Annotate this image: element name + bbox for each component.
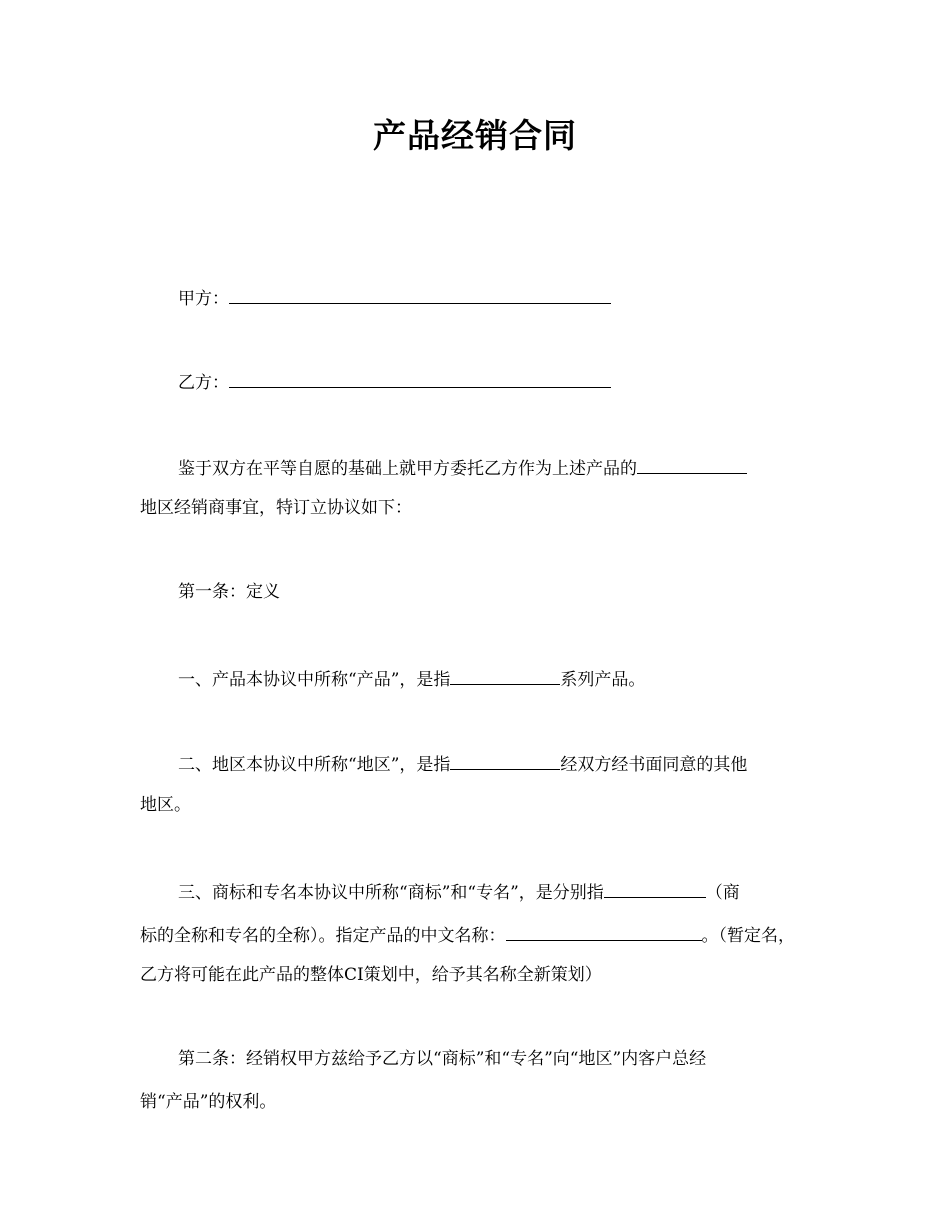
trademark-blank[interactable] [604, 877, 706, 898]
preamble-line-2: 地区经销商事宜，特订立协议如下： [140, 498, 412, 518]
party-a-label: 甲方： [178, 289, 229, 309]
clause-1-suffix: 系列产品。 [560, 670, 646, 690]
preamble-region-blank[interactable] [637, 453, 747, 474]
article-2-line-1: 第二条：经销权甲方兹给予乙方以“商标”和“专名”向“地区”内客户总经 [178, 1049, 707, 1069]
document-title: 产品经销合同 [373, 116, 577, 155]
party-b-blank[interactable] [229, 367, 611, 388]
chinese-name-blank[interactable] [506, 920, 702, 941]
clause-3-line-2-suffix: 。（暂定名， [701, 926, 795, 946]
region-blank[interactable] [450, 749, 560, 770]
clause-1-line [178, 664, 858, 693]
clause-3-text: 三、商标和专名本协议中所称“商标”和“专名”，是分别指 [178, 883, 604, 903]
article-2-line-2: 销“产品”的权利。 [140, 1092, 277, 1112]
clause-3-line-3: 乙方将可能在此产品的整体CI策划中，给予其名称全新策划） [140, 965, 602, 985]
clause-2-suffix: 经双方经书面同意的其他 [560, 755, 748, 775]
party-b-label: 乙方： [178, 373, 229, 393]
party-a-line [178, 283, 858, 312]
clause-3-line-2-text: 标的全称和专名的全称）。指定产品的中文名称： [140, 926, 506, 946]
preamble-text: 鉴于双方在平等自愿的基础上就甲方委托乙方作为上述产品的 [178, 459, 637, 479]
article-1-heading: 第一条：定义 [178, 582, 280, 602]
product-series-blank[interactable] [450, 664, 560, 685]
preamble-line-1 [178, 453, 858, 482]
party-b-line [178, 367, 858, 396]
clause-1-text: 一、产品本协议中所称“产品”，是指 [178, 670, 451, 690]
clause-2-line-1 [178, 749, 858, 778]
party-a-blank[interactable] [229, 283, 611, 304]
clause-2-text: 二、地区本协议中所称“地区”，是指 [178, 755, 451, 775]
clause-3-line-2 [140, 920, 820, 949]
clause-3-suffix: （商 [705, 883, 740, 903]
clause-3-line-1 [178, 877, 858, 906]
clause-2-line-2: 地区。 [140, 795, 191, 815]
